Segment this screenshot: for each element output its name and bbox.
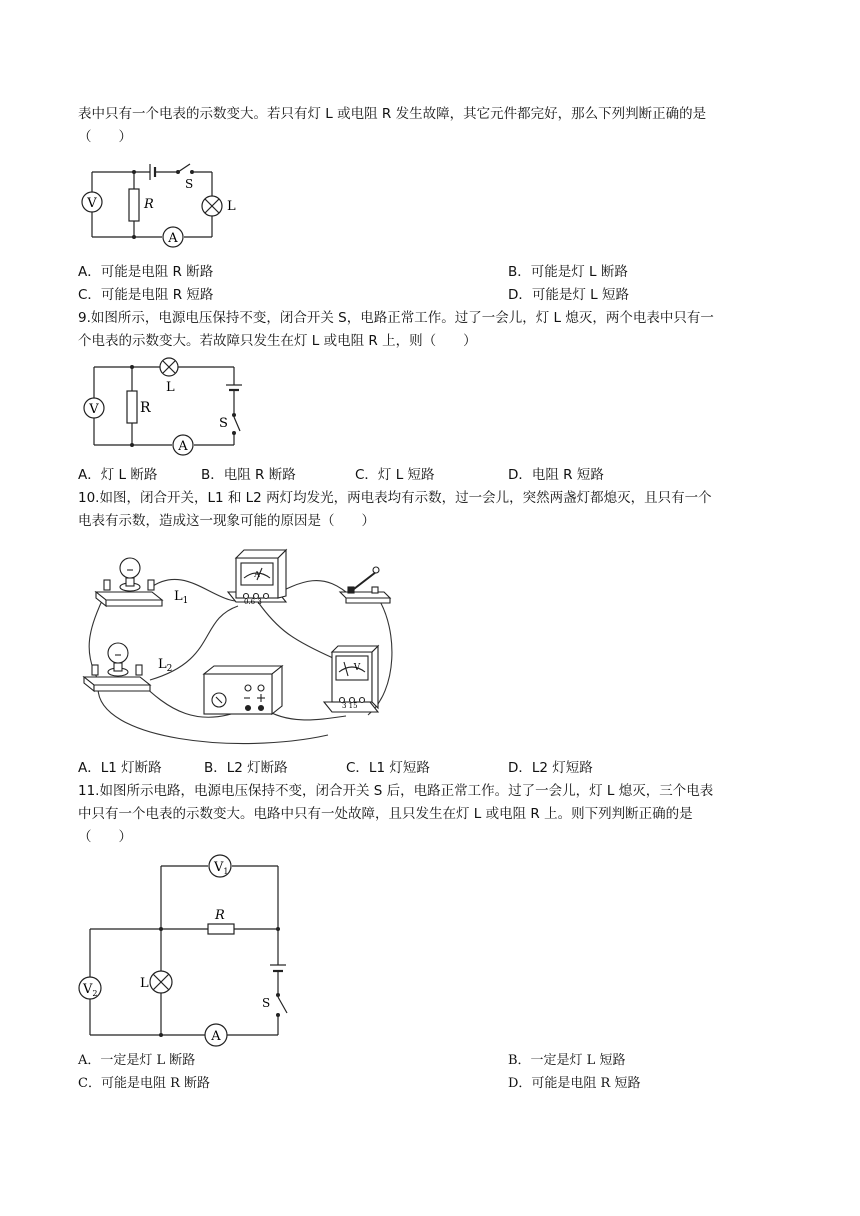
q11-v1-label: $V_1$ [214,860,229,876]
q8-voltmeter-label: V [87,196,97,211]
q11-v2-label: $V_2$ [83,982,98,998]
q11-option-d[interactable]: D．可能是电阻 R 短路 [508,1076,641,1091]
q11-stem-line2: 中只有一个电表的示数变大。电路中只有一处故障，且只发生在灯 L 或电阻 R 上。则下列判断正确的是 [78,806,693,822]
q11-circuit-diagram [78,855,298,1045]
q10-stem-line2: 电表有示数，造成这一现象可能的原因是（ ） [78,513,375,529]
q9-ammeter-label: A [178,439,188,454]
q10-l2-label: $L_2$ [158,657,173,674]
q8-option-d[interactable]: D．可能是灯 L 短路 [508,287,629,303]
q8-switch-label: S [185,177,194,191]
q11-option-c[interactable]: C．可能是电阻 R 断路 [78,1076,210,1091]
q11-resistor-label: R [215,908,225,923]
q10-voltmeter-terminals: 3 15 [342,702,358,710]
q9-option-b[interactable]: B．电阻 R 断路 [201,467,296,483]
q9-circuit-diagram [78,355,248,460]
q8-option-a[interactable]: A．可能是电阻 R 断路 [78,264,214,280]
q8-option-c[interactable]: C．可能是电阻 R 短路 [78,287,214,303]
q11-stem-line1: 11.如图所示电路，电源电压保持不变，闭合开关 S 后，电路正常工作。过了一会儿，灯 L 熄灭，三个电表 [78,783,714,799]
q11-lamp-label: L [140,976,149,991]
q11-option-b[interactable]: B．一定是灯 L 短路 [508,1053,626,1068]
q8-resistor-label: R [144,197,154,212]
q8-stem-line2: （ ） [78,129,132,145]
q8-stem-line1: 表中只有一个电表的示数变大。若只有灯 L 或电阻 R 发生故障，其它元件都完好，那么下列判断正确的是 [78,106,707,122]
q9-stem-line2: 个电表的示数变大。若故障只发生在灯 L 或电阻 R 上，则（ ） [78,333,477,349]
q10-option-d[interactable]: D．L2 灯短路 [508,760,593,776]
q10-apparatus-illustration [78,540,408,750]
q9-stem-line1: 9.如图所示，电源电压保持不变，闭合开关 S，电路正常工作。过了一会儿，灯 L 熄灭，两个电表中只有一 [78,310,714,326]
q10-ammeter-terminals: 0.6 3 [244,598,262,606]
q9-option-c[interactable]: C．灯 L 短路 [355,467,435,483]
q10-option-a[interactable]: A．L1 灯断路 [78,760,162,776]
q8-option-b[interactable]: B．可能是灯 L 断路 [508,264,628,280]
q9-switch-label: S [219,416,228,431]
q10-l1-label: $L_1$ [174,589,189,606]
q10-ammeter-letter: A [254,570,260,579]
q11-ammeter-label: A [211,1029,221,1044]
q10-option-b[interactable]: B．L2 灯断路 [204,760,288,776]
q9-option-d[interactable]: D．电阻 R 短路 [508,467,604,483]
q11-switch-label: S [262,996,271,1010]
q9-resistor-label: R [140,400,151,416]
q10-voltmeter-letter: V [353,663,361,673]
q8-lamp-label: L [227,199,236,214]
q8-circuit-diagram [78,155,258,255]
q9-option-a[interactable]: A．灯 L 断路 [78,467,158,483]
q9-lamp-label: L [166,380,175,395]
q10-stem-line1: 10.如图，闭合开关，L1 和 L2 两灯均发光，两电表均有示数，过一会儿，突然两盏灯都熄灭，且只有一个 [78,490,712,506]
q8-ammeter-label: A [168,231,178,246]
q10-option-c[interactable]: C．L1 灯短路 [346,760,430,776]
q11-stem-line3: （ ） [78,829,132,845]
q11-option-a[interactable]: A．一定是灯 L 断路 [78,1053,196,1068]
q9-voltmeter-label: V [89,402,99,417]
